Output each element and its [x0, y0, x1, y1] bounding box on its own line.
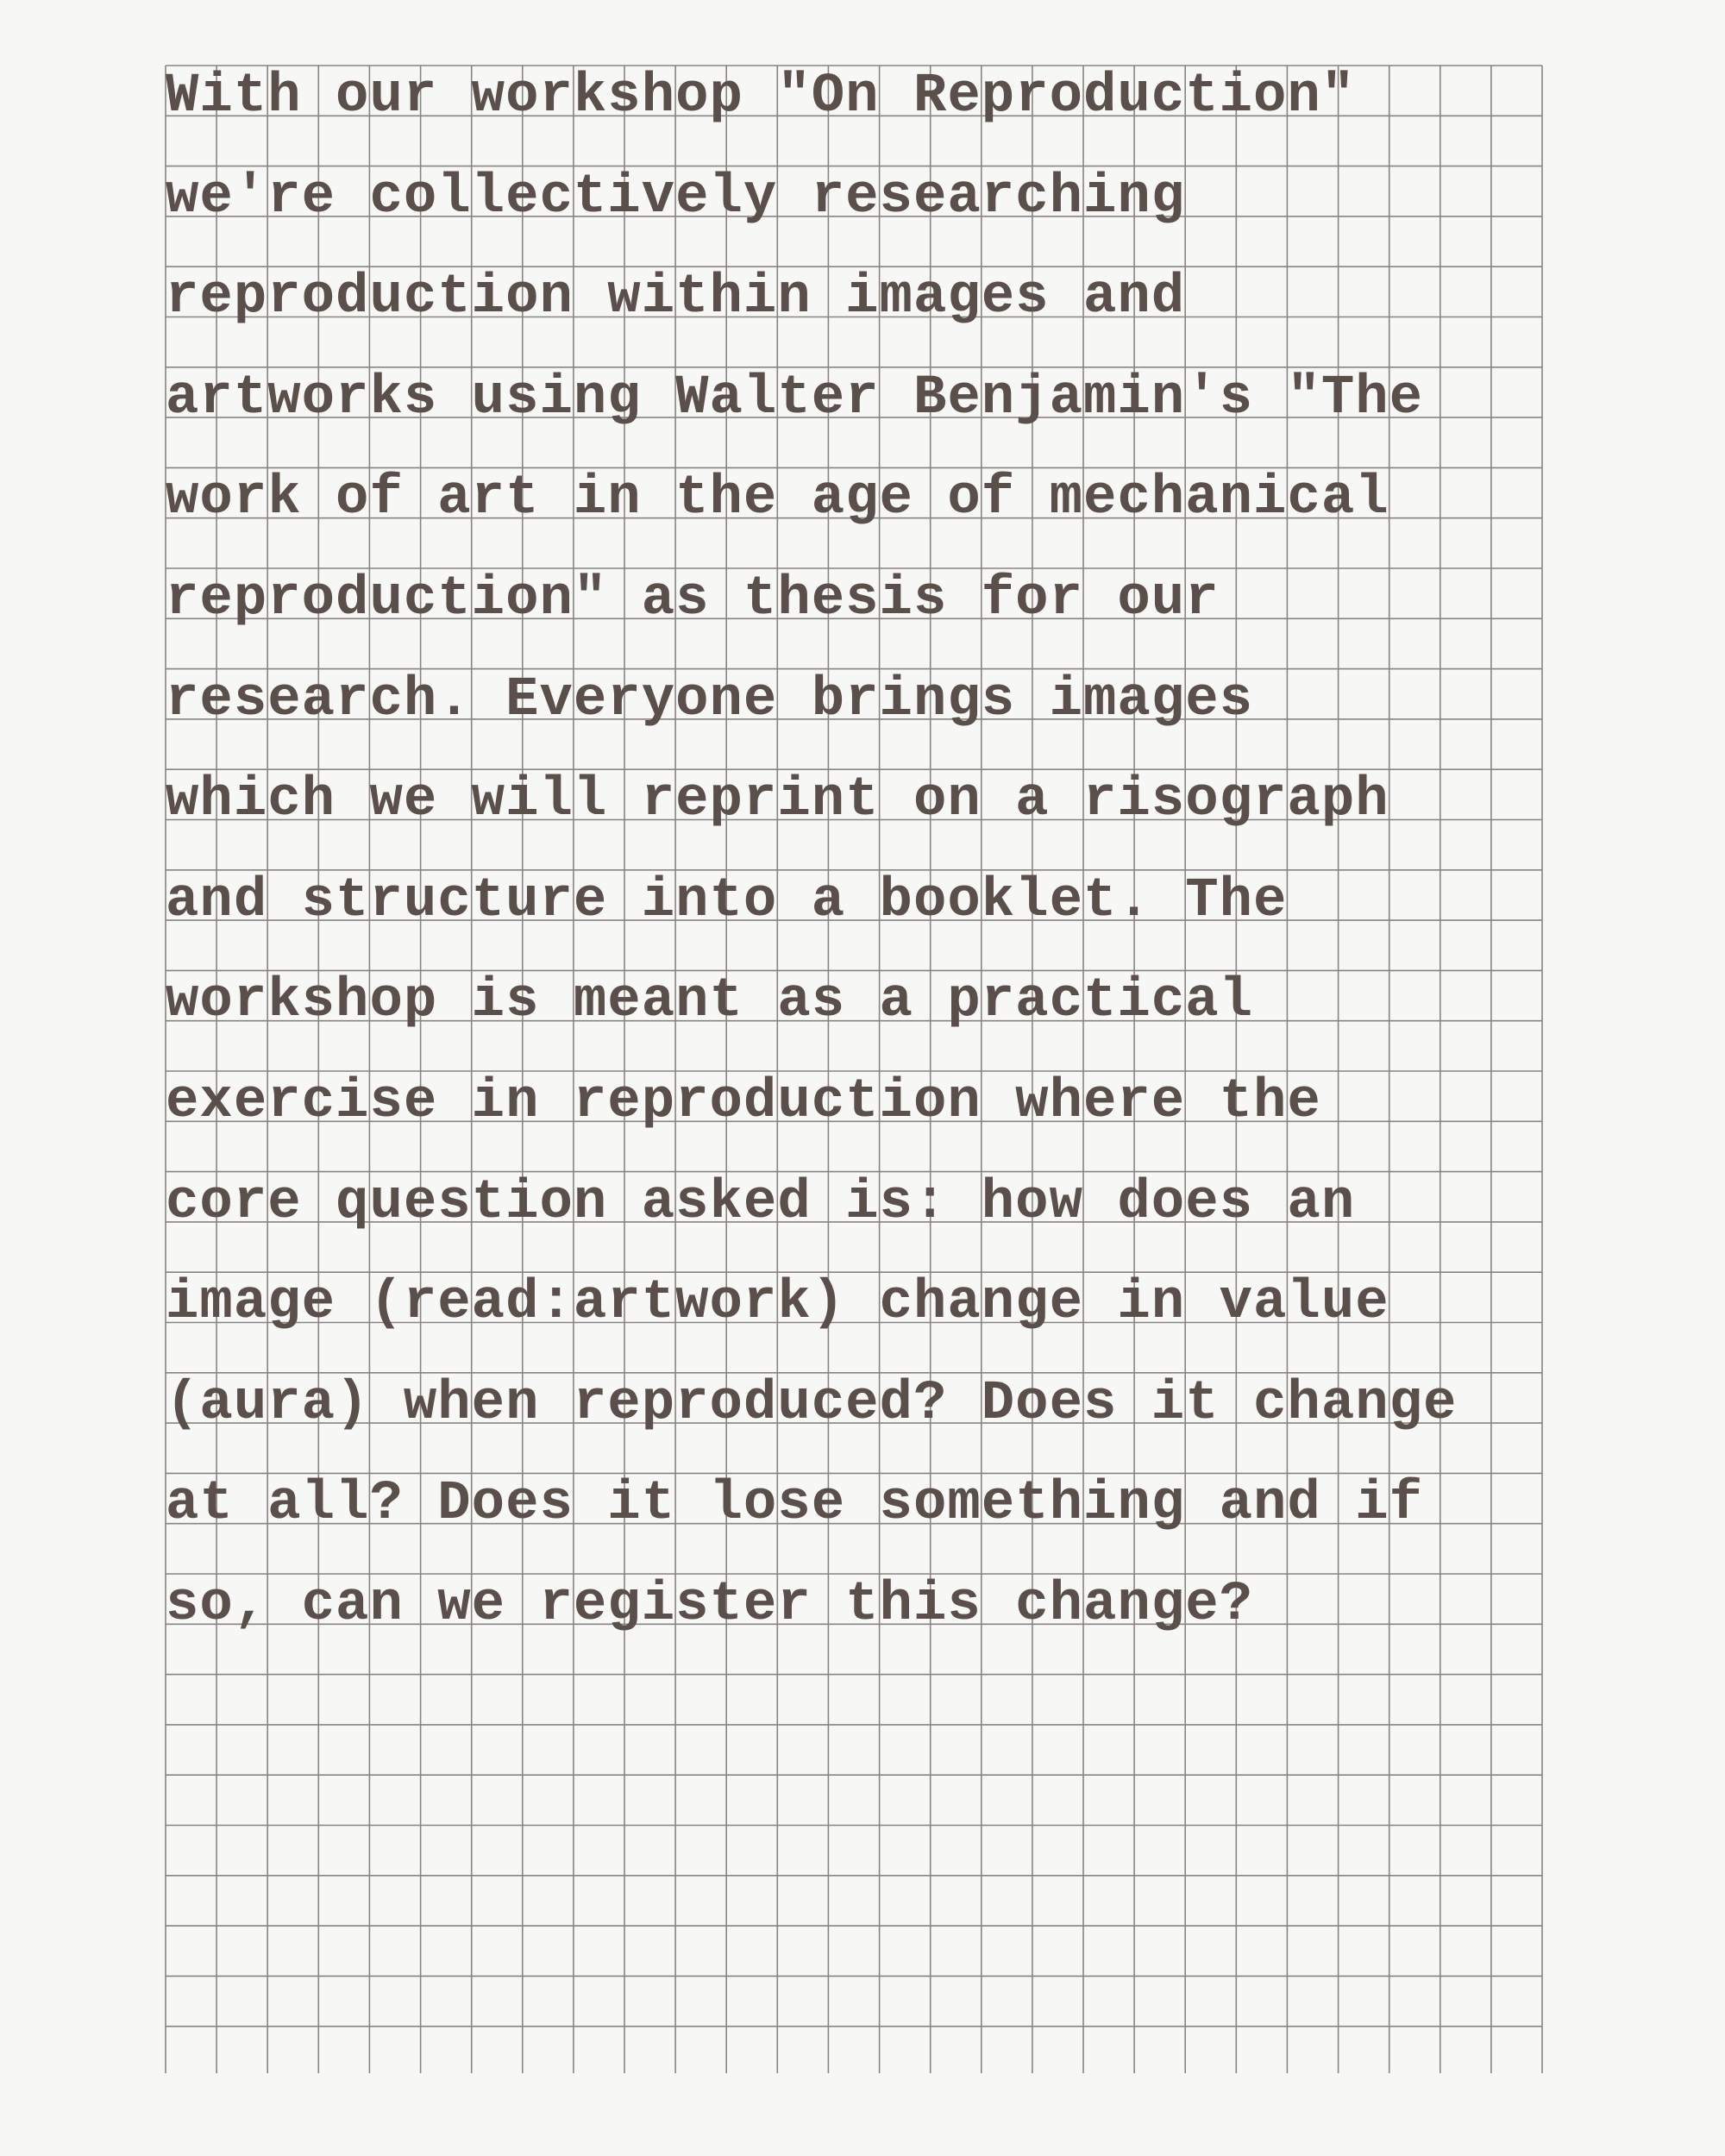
paragraph-line: artworks using Walter Benjamin's "The [166, 367, 1424, 429]
typewritten-paragraph [166, 66, 1563, 1675]
paragraph-line: core question asked is: how does an [166, 1171, 1356, 1234]
paragraph-line: at all? Does it lose something and if [166, 1473, 1424, 1536]
paragraph-line: exercise in reproduction where the [166, 1070, 1321, 1133]
paragraph-line: With our workshop "On Reproduction" [166, 66, 1356, 128]
paragraph-line: reproduction" as thesis for our [166, 567, 1220, 630]
paragraph-line: we're collectively researching [166, 166, 1186, 229]
paragraph-line: so, can we register this change? [166, 1573, 1253, 1636]
paragraph-line: (aura) when reproduced? Does it change [166, 1372, 1458, 1435]
paragraph-line: reproduction within images and [166, 266, 1186, 329]
paragraph-line: workshop is meant as a practical [166, 970, 1253, 1033]
paragraph-line: research. Everyone brings images [166, 668, 1253, 731]
paragraph-line: work of art in the age of mechanical [166, 467, 1389, 530]
paragraph-line: image (read:artwork) change in value [166, 1272, 1389, 1335]
paragraph-line: which we will reprint on a risograph [166, 769, 1389, 832]
paragraph-line: and structure into a booklet. The [166, 869, 1288, 932]
